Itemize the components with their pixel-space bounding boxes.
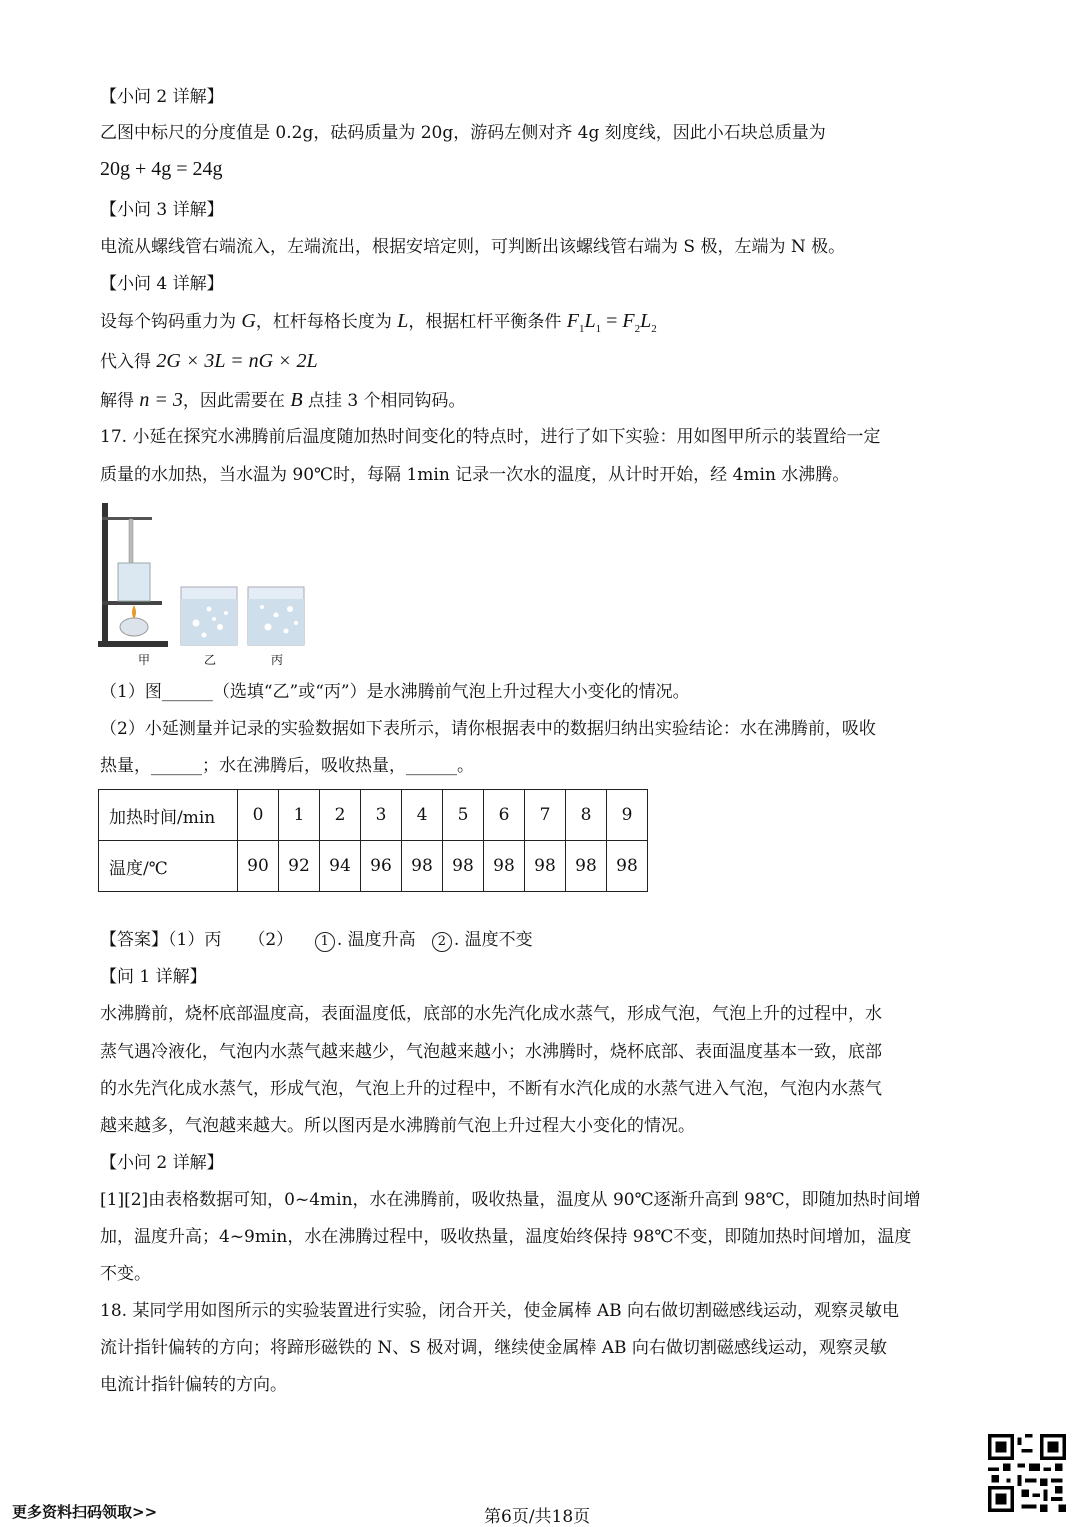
paragraph-with-formula: 设每个钩码重力为 G，杠杆每格长度为 L，根据杠杆平衡条件 $F_1L_1 = F_2L_2$ bbox=[100, 310, 657, 335]
table-cell: 3 bbox=[361, 790, 402, 841]
table-cell: 5 bbox=[443, 790, 484, 841]
formula: 20g + 4g = 24g bbox=[100, 158, 223, 180]
stand-base bbox=[98, 641, 168, 647]
explanation-line: 蒸气遇冷液化，气泡内水蒸气越来越少，气泡越来越小；水沸腾时，烧杯底部、表面温度基本一致，底部 bbox=[100, 1042, 882, 1062]
explanation-line: 加，温度升高；4~9min，水在沸腾过程中，吸收热量，温度始终保持 98℃不变，即随加热时间增加，温度 bbox=[100, 1227, 912, 1247]
paragraph-with-formula: 解得 n = 3，因此需要在 B 点挂 3 个相同钩码。 bbox=[100, 389, 466, 411]
explanation-line: 水沸腾前，烧杯底部温度高，表面温度低，底部的水先汽化成水蒸气，形成气泡，气泡上升的过程中，水 bbox=[100, 1004, 882, 1024]
paragraph: 乙图中标尺的分度值是 0.2g，砝码质量为 20g，游码左侧对齐 4g 刻度线，因此小石块总质量为 bbox=[100, 123, 826, 143]
beaker-jia bbox=[118, 563, 150, 601]
sub-question-1: （1）图______（选填“乙”或“丙”）是水沸腾前气泡上升过程大小变化的情况。 bbox=[100, 682, 690, 702]
explanation-line: 越来越多，气泡越来越大。所以图丙是水沸腾前气泡上升过程大小变化的情况。 bbox=[100, 1116, 695, 1136]
footer-promo: 更多资料扫码领取>> bbox=[12, 1503, 158, 1521]
section-title: 【小问 4 详解】 bbox=[100, 274, 224, 294]
clamp-arm bbox=[102, 517, 152, 520]
explanation-line: [1][2]由表格数据可知，0~4min，水在沸腾前，吸收热量，温度从 90℃逐渐升高到 98℃，即随加热时间增 bbox=[100, 1190, 921, 1210]
sub-question-2: （2）小延测量并记录的实验数据如下表所示，请你根据表中的数据归纳出实验结论：水在沸腾前，吸收 bbox=[100, 719, 876, 739]
flame bbox=[132, 605, 136, 619]
table-cell: 96 bbox=[361, 841, 402, 892]
section-title: 【小问 3 详解】 bbox=[100, 200, 224, 220]
section-title: 【问 1 详解】 bbox=[100, 967, 207, 987]
table-cell: 98 bbox=[484, 841, 525, 892]
caption-bing: 丙 bbox=[271, 653, 284, 667]
section-title: 【小问 2 详解】 bbox=[100, 1153, 224, 1173]
table-row bbox=[99, 841, 648, 892]
beaker-yi bbox=[181, 587, 237, 645]
ring-support bbox=[102, 601, 162, 605]
explanation-line: 不变。 bbox=[100, 1264, 151, 1284]
experiment-figure bbox=[96, 495, 326, 670]
table-cell: 98 bbox=[607, 841, 648, 892]
question-17-text: 质量的水加热，当水温为 90℃时，每隔 1min 记录一次水的温度，从计时开始，经 4min 水沸腾。 bbox=[100, 465, 850, 485]
question-17-text: 17. 小延在探究水沸腾前后温度随加热时间变化的特点时，进行了如下实验：用如图甲所示的装置给一定 bbox=[100, 427, 881, 447]
page-number: 第6页/共18页 bbox=[484, 1507, 591, 1527]
table-cell: 9 bbox=[607, 790, 648, 841]
table-row bbox=[99, 790, 648, 841]
qr-code[interactable] bbox=[988, 1434, 1066, 1512]
data-table bbox=[98, 789, 648, 892]
table-header: 温度/℃ bbox=[99, 841, 238, 892]
question-18-text: 电流计指针偏转的方向。 bbox=[100, 1375, 287, 1395]
table-cell: 92 bbox=[279, 841, 320, 892]
circled-number: 2 bbox=[432, 932, 452, 952]
table-cell: 7 bbox=[525, 790, 566, 841]
sub-question-2: 热量，______；水在沸腾后，吸收热量，______。 bbox=[100, 756, 474, 776]
beaker-bing bbox=[248, 587, 304, 645]
paragraph: 电流从螺线管右端流入，左端流出，根据安培定则，可判断出该螺线管右端为 S 极，左端为 N 极。 bbox=[100, 237, 846, 257]
table-cell: 2 bbox=[320, 790, 361, 841]
table-cell: 1 bbox=[279, 790, 320, 841]
table-cell: 98 bbox=[443, 841, 484, 892]
table-cell: 8 bbox=[566, 790, 607, 841]
table-cell: 0 bbox=[238, 790, 279, 841]
caption-jia: 甲 bbox=[138, 653, 151, 667]
question-18-text: 18. 某同学用如图所示的实验装置进行实验，闭合开关，使金属棒 AB 向右做切割磁感线运动，观察灵敏电 bbox=[100, 1301, 900, 1321]
circled-number: 1 bbox=[315, 932, 335, 952]
table-cell: 98 bbox=[525, 841, 566, 892]
question-18-text: 流计指针偏转的方向；将蹄形磁铁的 N、S 极对调，继续使金属棒 AB 向右做切割磁感线运动，观察灵敏 bbox=[100, 1338, 887, 1358]
apparatus-drawing bbox=[96, 495, 326, 650]
table-cell: 98 bbox=[566, 841, 607, 892]
table-cell: 4 bbox=[402, 790, 443, 841]
alcohol-lamp bbox=[120, 618, 148, 636]
table-cell: 90 bbox=[238, 841, 279, 892]
table-cell: 98 bbox=[402, 841, 443, 892]
table-cell: 94 bbox=[320, 841, 361, 892]
table-cell: 6 bbox=[484, 790, 525, 841]
stand-rod bbox=[102, 503, 108, 645]
caption-yi: 乙 bbox=[204, 653, 217, 667]
answer-line: 【答案】（1）丙 （2） 1 . 温度升高 2 . 温度不变 bbox=[100, 930, 533, 950]
table-header: 加热时间/min bbox=[99, 790, 238, 841]
explanation-line: 的水先汽化成水蒸气，形成气泡，气泡上升的过程中，不断有水汽化成的水蒸气进入气泡，气泡内水蒸气 bbox=[100, 1079, 882, 1099]
paragraph-with-formula: 代入得 2G × 3L = nG × 2L bbox=[100, 350, 318, 372]
section-title: 【小问 2 详解】 bbox=[100, 87, 224, 107]
